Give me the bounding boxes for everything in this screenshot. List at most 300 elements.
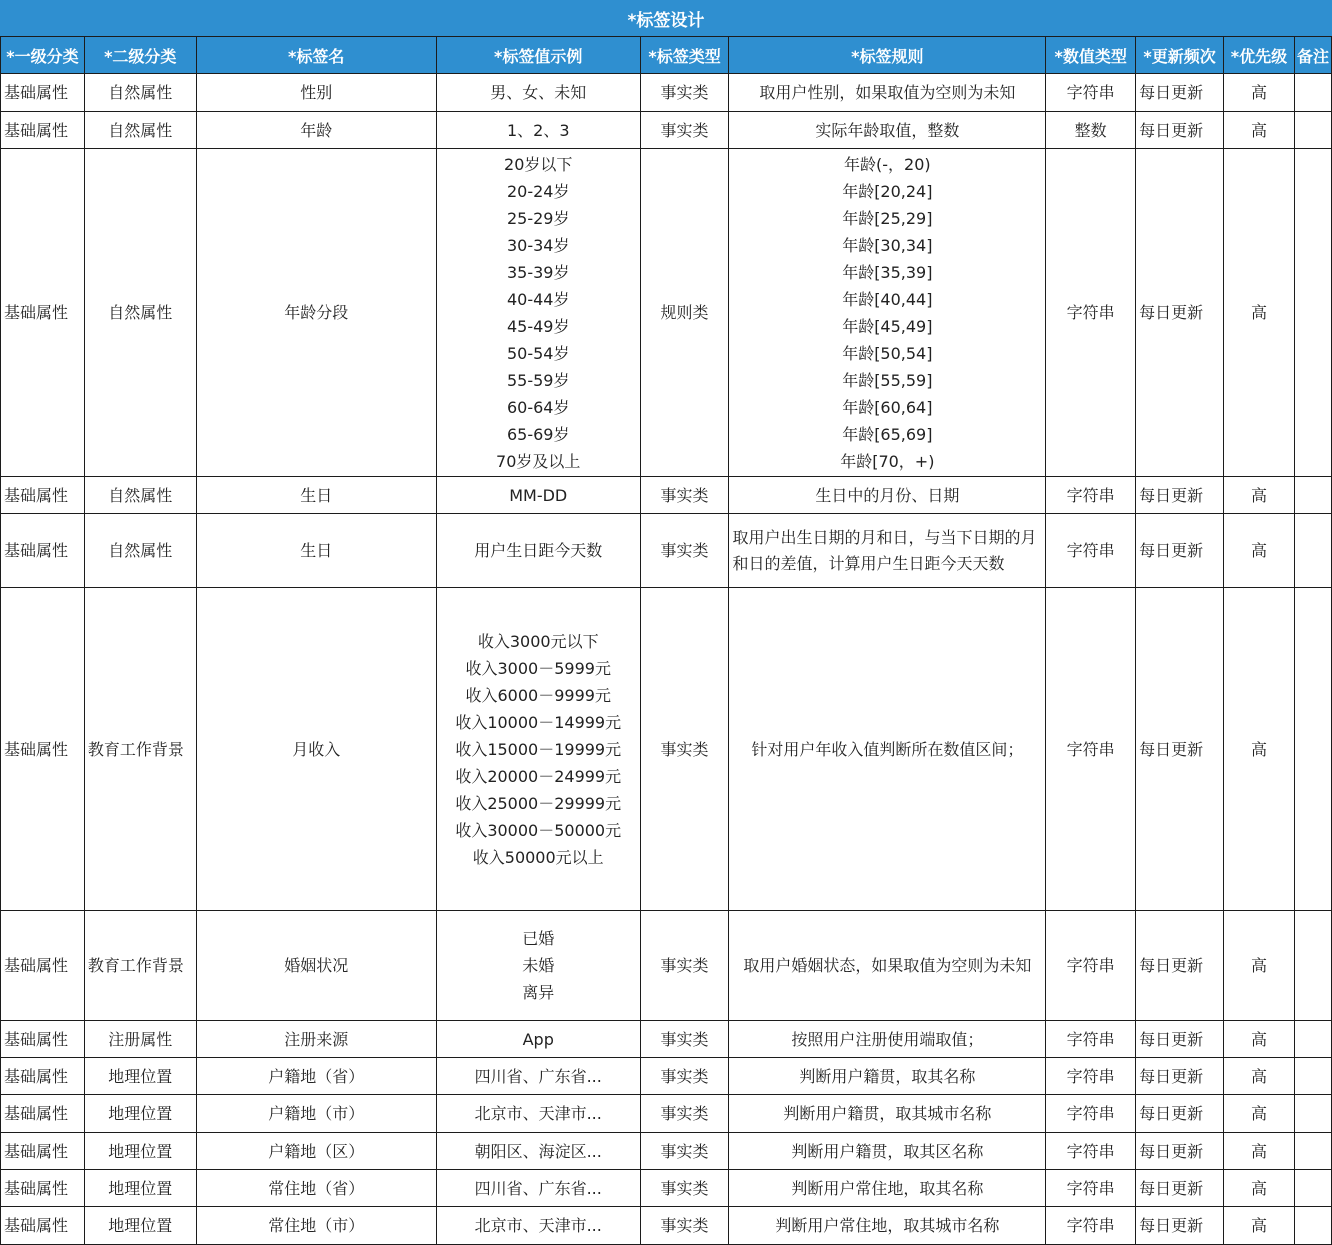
cell-level1-category[interactable]: [1, 1170, 85, 1207]
cell-text: 字符串: [1066, 739, 1115, 759]
cell-text: 每日更新: [1139, 485, 1204, 505]
cell-text: 每日更新: [1139, 739, 1204, 759]
cell-update-frequency[interactable]: [1136, 1207, 1224, 1245]
cell-data-type[interactable]: [1046, 1170, 1136, 1207]
cell-text: 事实类: [660, 541, 709, 560]
cell-tag-name[interactable]: [196, 74, 436, 112]
cell-text: 事实类: [660, 485, 709, 505]
cell-text: 常住地（省）: [268, 1178, 365, 1198]
cell-text: 高: [1250, 956, 1267, 975]
cell-text: 事实类: [660, 956, 709, 975]
cell-text: 基础属性: [4, 83, 69, 102]
rule-text: 判断用户籍贯，取其区名称: [791, 1141, 984, 1161]
example-value: 男、女、未知: [490, 83, 587, 102]
table-row: [1, 112, 1332, 149]
cell-tag-rule[interactable]: [729, 1207, 1046, 1245]
cell-text: 字符串: [1066, 485, 1115, 505]
cell-update-frequency[interactable]: [1136, 74, 1224, 112]
header-tag-rule[interactable]: *标签规则: [729, 37, 1046, 74]
example-value: 离异: [522, 983, 555, 1002]
cell-data-type[interactable]: [1046, 74, 1136, 112]
cell-text: 字符串: [1066, 1141, 1115, 1161]
header-priority[interactable]: *优先级: [1224, 37, 1295, 74]
cell-level1-category[interactable]: [1, 1021, 85, 1058]
cell-text: 事实类: [660, 1029, 709, 1049]
example-value: 已婚: [522, 929, 555, 948]
sheet-title[interactable]: *标签设计: [0, 0, 1332, 36]
cell-level2-category[interactable]: [84, 1170, 196, 1207]
cell-level2-category[interactable]: [84, 477, 196, 514]
rule-text: 生日中的月份、日期: [815, 485, 960, 505]
cell-data-type[interactable]: [1046, 149, 1136, 477]
cell-level2-category[interactable]: [84, 1133, 196, 1170]
rule-text: 年龄(-，20): [844, 154, 931, 174]
cell-text: 事实类: [660, 83, 709, 102]
table-row: [1, 1095, 1332, 1133]
cell-level2-category[interactable]: [84, 149, 196, 477]
example-value: 收入3000－5999元: [465, 658, 611, 678]
cell-text: 字符串: [1066, 1029, 1115, 1049]
example-value: 70岁及以上: [496, 451, 581, 471]
cell-level2-category[interactable]: [84, 1021, 196, 1058]
header-level1-category[interactable]: *一级分类: [1, 37, 85, 74]
cell-text: 字符串: [1066, 956, 1115, 975]
rule-text: 针对用户年收入值判断所在数值区间；: [751, 739, 1024, 759]
cell-notes[interactable]: [1294, 1133, 1331, 1170]
cell-text: 基础属性: [4, 120, 69, 140]
example-value: MM-DD: [509, 485, 568, 505]
rule-text: 年龄[70，+): [840, 451, 935, 471]
cell-tag-value-examples[interactable]: [436, 588, 640, 911]
cell-text: 每日更新: [1139, 1216, 1204, 1235]
cell-priority[interactable]: [1224, 477, 1295, 514]
rule-text: 年龄[20,24]: [842, 181, 933, 201]
cell-text: 教育工作背景: [87, 739, 184, 759]
cell-level1-category[interactable]: [1, 149, 85, 477]
cell-level1-category[interactable]: [1, 1095, 85, 1133]
cell-notes[interactable]: [1294, 588, 1331, 911]
cell-text: 教育工作背景: [87, 956, 184, 975]
cell-text: 每日更新: [1139, 541, 1204, 560]
cell-notes[interactable]: [1294, 1095, 1331, 1133]
table-row: [1, 74, 1332, 112]
cell-tag-value-examples[interactable]: [436, 112, 640, 149]
cell-text: 字符串: [1066, 83, 1115, 102]
cell-text: 事实类: [660, 1178, 709, 1198]
cell-text: 事实类: [660, 1066, 709, 1086]
example-value: 收入20000－24999元: [455, 766, 622, 786]
cell-tag-type[interactable]: [640, 911, 729, 1021]
table-row: [1, 1021, 1332, 1058]
example-value: 35-39岁: [506, 262, 570, 282]
cell-tag-rule[interactable]: [729, 1170, 1046, 1207]
cell-text: 高: [1250, 303, 1267, 322]
cell-text: 每日更新: [1139, 1066, 1204, 1086]
cell-tag-name[interactable]: [196, 1021, 436, 1058]
cell-data-type[interactable]: [1046, 1207, 1136, 1245]
cell-tag-rule[interactable]: [729, 588, 1046, 911]
cell-notes[interactable]: [1294, 911, 1331, 1021]
cell-tag-value-examples[interactable]: [436, 1021, 640, 1058]
cell-update-frequency[interactable]: [1136, 1058, 1224, 1095]
cell-notes[interactable]: [1294, 1207, 1331, 1245]
cell-text: 字符串: [1066, 303, 1115, 322]
cell-level1-category[interactable]: [1, 911, 85, 1021]
cell-tag-rule[interactable]: [729, 74, 1046, 112]
cell-update-frequency[interactable]: [1136, 1095, 1224, 1133]
cell-text: 字符串: [1066, 1066, 1115, 1086]
example-value: 收入25000－29999元: [455, 793, 622, 813]
cell-tag-value-examples[interactable]: [436, 1095, 640, 1133]
cell-text: 地理位置: [108, 1141, 173, 1161]
cell-tag-name[interactable]: [196, 1133, 436, 1170]
cell-update-frequency[interactable]: [1136, 149, 1224, 477]
cell-tag-type[interactable]: [640, 1170, 729, 1207]
table-row: [1, 149, 1332, 477]
cell-text: 地理位置: [108, 1066, 173, 1086]
cell-level1-category[interactable]: [1, 1058, 85, 1095]
cell-priority[interactable]: [1224, 1021, 1295, 1058]
cell-tag-type[interactable]: [640, 588, 729, 911]
rule-text: 年龄[30,34]: [842, 235, 933, 255]
cell-text: 注册来源: [284, 1029, 349, 1049]
rule-text: 年龄[55,59]: [842, 370, 933, 390]
rule-text: 取用户性别，如果取值为空则为未知: [759, 83, 1016, 102]
cell-notes[interactable]: [1294, 74, 1331, 112]
cell-priority[interactable]: [1224, 911, 1295, 1021]
cell-tag-type[interactable]: [640, 1021, 729, 1058]
cell-update-frequency[interactable]: [1136, 1133, 1224, 1170]
cell-tag-value-examples[interactable]: [436, 911, 640, 1021]
rule-text: 取用户出生日期的月和日，与当下日期的月和日的差值，计算用户生日距今天天数: [732, 527, 1037, 573]
cell-tag-name[interactable]: [196, 1170, 436, 1207]
cell-tag-rule[interactable]: [729, 1021, 1046, 1058]
table-row: [1, 588, 1332, 911]
table-row: [1, 911, 1332, 1021]
cell-text: 地理位置: [108, 1178, 173, 1198]
example-value: 55-59岁: [506, 370, 570, 390]
cell-text: 事实类: [660, 1216, 709, 1235]
cell-text: 高: [1250, 1104, 1267, 1123]
cell-text: 基础属性: [4, 739, 69, 759]
example-value: 四川省、广东省...: [474, 1066, 602, 1086]
cell-tag-name[interactable]: [196, 588, 436, 911]
cell-text: 年龄分段: [284, 303, 349, 322]
cell-tag-rule[interactable]: [729, 112, 1046, 149]
cell-priority[interactable]: [1224, 1095, 1295, 1133]
cell-text: 基础属性: [4, 1066, 69, 1086]
cell-tag-type[interactable]: [640, 149, 729, 477]
example-value: 北京市、天津市...: [474, 1216, 602, 1235]
header-tag-type[interactable]: *标签类型: [640, 37, 729, 74]
example-value: 25-29岁: [506, 208, 570, 228]
cell-text: 基础属性: [4, 303, 69, 322]
cell-data-type[interactable]: [1046, 1095, 1136, 1133]
cell-level1-category[interactable]: [1, 112, 85, 149]
cell-text: 基础属性: [4, 956, 69, 975]
cell-update-frequency[interactable]: [1136, 514, 1224, 588]
cell-tag-type[interactable]: [640, 1058, 729, 1095]
cell-level1-category[interactable]: [1, 514, 85, 588]
cell-tag-name[interactable]: [196, 1207, 436, 1245]
cell-priority[interactable]: [1224, 1133, 1295, 1170]
cell-tag-type[interactable]: [640, 1133, 729, 1170]
cell-text: 字符串: [1066, 1104, 1115, 1123]
tag-design-table: [0, 36, 1332, 1245]
cell-level2-category[interactable]: [84, 911, 196, 1021]
cell-priority[interactable]: [1224, 112, 1295, 149]
rule-text: 取用户婚姻状态，如果取值为空则为未知: [743, 956, 1032, 975]
cell-text: 每日更新: [1139, 120, 1204, 140]
cell-data-type[interactable]: [1046, 1133, 1136, 1170]
cell-text: 地理位置: [108, 1104, 173, 1123]
cell-tag-value-examples[interactable]: [436, 74, 640, 112]
rule-text: 判断用户常住地，取其城市名称: [775, 1216, 1000, 1235]
cell-text: 每日更新: [1139, 1029, 1204, 1049]
example-value: 60-64岁: [506, 397, 570, 417]
rule-text: 按照用户注册使用端取值；: [791, 1029, 984, 1049]
cell-update-frequency[interactable]: [1136, 112, 1224, 149]
cell-data-type[interactable]: [1046, 1021, 1136, 1058]
cell-notes[interactable]: [1294, 1021, 1331, 1058]
cell-level2-category[interactable]: [84, 1207, 196, 1245]
rule-text: 年龄[45,49]: [842, 316, 933, 336]
cell-text: 每日更新: [1139, 83, 1204, 102]
rule-text: 年龄[40,44]: [842, 289, 933, 309]
cell-tag-type[interactable]: [640, 1095, 729, 1133]
cell-text: 事实类: [660, 1104, 709, 1123]
example-value: 65-69岁: [506, 424, 570, 444]
cell-text: 性别: [300, 83, 333, 102]
cell-text: 每日更新: [1139, 1178, 1204, 1198]
cell-tag-name[interactable]: [196, 477, 436, 514]
header-tag-name[interactable]: *标签名: [196, 37, 436, 74]
rule-text: 年龄[50,54]: [842, 343, 933, 363]
cell-tag-value-examples[interactable]: [436, 514, 640, 588]
cell-priority[interactable]: [1224, 1170, 1295, 1207]
cell-tag-type[interactable]: [640, 514, 729, 588]
cell-tag-value-examples[interactable]: [436, 1170, 640, 1207]
cell-text: 事实类: [660, 120, 709, 140]
cell-level1-category[interactable]: [1, 1207, 85, 1245]
cell-text: 整数: [1074, 120, 1107, 140]
cell-text: 基础属性: [4, 1141, 69, 1161]
table-row: [1, 514, 1332, 588]
example-value: 收入30000－50000元: [455, 820, 622, 840]
cell-text: 户籍地（省）: [268, 1066, 365, 1086]
cell-text: 字符串: [1066, 1178, 1115, 1198]
rule-text: 判断用户籍贯，取其名称: [799, 1066, 976, 1086]
cell-level2-category[interactable]: [84, 514, 196, 588]
example-value: 20-24岁: [506, 181, 570, 201]
cell-update-frequency[interactable]: [1136, 588, 1224, 911]
cell-level2-category[interactable]: [84, 1058, 196, 1095]
cell-notes[interactable]: [1294, 112, 1331, 149]
cell-data-type[interactable]: [1046, 588, 1136, 911]
cell-text: 生日: [300, 541, 333, 560]
cell-text: 高: [1250, 485, 1267, 505]
table-row: [1, 1207, 1332, 1245]
cell-text: 婚姻状况: [284, 956, 349, 975]
cell-text: 高: [1250, 1216, 1267, 1235]
cell-text: 高: [1250, 1066, 1267, 1086]
cell-text: 高: [1250, 1178, 1267, 1198]
example-value: 20岁以下: [504, 154, 573, 174]
cell-text: 字符串: [1066, 1216, 1115, 1235]
cell-tag-rule[interactable]: [729, 1095, 1046, 1133]
cell-text: 基础属性: [4, 541, 69, 560]
cell-text: 基础属性: [4, 1178, 69, 1198]
cell-text: 生日: [300, 485, 333, 505]
cell-text: 户籍地（市）: [268, 1104, 365, 1123]
cell-text: 自然属性: [108, 83, 173, 102]
cell-text: 自然属性: [108, 541, 173, 560]
cell-text: 每日更新: [1139, 303, 1204, 322]
table-row: [1, 1058, 1332, 1095]
example-value: 用户生日距今天数: [474, 541, 603, 560]
cell-text: 户籍地（区）: [268, 1141, 365, 1161]
cell-priority[interactable]: [1224, 588, 1295, 911]
cell-level1-category[interactable]: [1, 74, 85, 112]
table-row: [1, 1133, 1332, 1170]
header-update-frequency[interactable]: *更新频次: [1136, 37, 1224, 74]
cell-tag-rule[interactable]: [729, 1133, 1046, 1170]
cell-level2-category[interactable]: [84, 112, 196, 149]
rule-text: 年龄[65,69]: [842, 424, 933, 444]
rule-text: 年龄[25,29]: [842, 208, 933, 228]
header-notes[interactable]: 备注: [1294, 37, 1331, 74]
cell-notes[interactable]: [1294, 1170, 1331, 1207]
example-value: 1、2、3: [506, 120, 570, 140]
cell-text: 自然属性: [108, 303, 173, 322]
cell-text: 规则类: [660, 303, 709, 322]
cell-notes[interactable]: [1294, 514, 1331, 588]
header-data-type[interactable]: *数值类型: [1046, 37, 1136, 74]
cell-text: 基础属性: [4, 1104, 69, 1123]
cell-tag-value-examples[interactable]: [436, 149, 640, 477]
cell-notes[interactable]: [1294, 477, 1331, 514]
header-tag-value-examples[interactable]: *标签值示例: [436, 37, 640, 74]
cell-text: 月收入: [292, 739, 341, 759]
rule-text: 判断用户籍贯，取其城市名称: [783, 1104, 992, 1123]
cell-tag-name[interactable]: [196, 1058, 436, 1095]
example-value: 收入10000－14999元: [455, 712, 622, 732]
cell-text: 基础属性: [4, 1029, 69, 1049]
cell-priority[interactable]: [1224, 514, 1295, 588]
cell-tag-rule[interactable]: [729, 911, 1046, 1021]
cell-text: 注册属性: [108, 1029, 173, 1049]
cell-text: 基础属性: [4, 1216, 69, 1235]
cell-priority[interactable]: [1224, 149, 1295, 477]
cell-text: 每日更新: [1139, 956, 1204, 975]
example-value: 收入3000元以下: [477, 631, 599, 651]
example-value: 未婚: [522, 956, 555, 975]
cell-tag-rule[interactable]: [729, 1058, 1046, 1095]
header-row: [1, 37, 1332, 74]
cell-tag-value-examples[interactable]: [436, 1058, 640, 1095]
cell-level2-category[interactable]: [84, 74, 196, 112]
cell-update-frequency[interactable]: [1136, 1170, 1224, 1207]
cell-tag-type[interactable]: [640, 477, 729, 514]
cell-tag-name[interactable]: [196, 149, 436, 477]
cell-tag-name[interactable]: [196, 514, 436, 588]
cell-update-frequency[interactable]: [1136, 911, 1224, 1021]
example-value: 30-34岁: [506, 235, 570, 255]
cell-tag-value-examples[interactable]: [436, 1133, 640, 1170]
table-row: [1, 477, 1332, 514]
cell-level1-category[interactable]: [1, 588, 85, 911]
example-value: 50-54岁: [506, 343, 570, 363]
cell-tag-value-examples[interactable]: [436, 1207, 640, 1245]
example-value: 收入6000－9999元: [465, 685, 611, 705]
cell-update-frequency[interactable]: [1136, 1021, 1224, 1058]
cell-text: 事实类: [660, 739, 709, 759]
cell-tag-rule[interactable]: [729, 514, 1046, 588]
example-value: 40-44岁: [506, 289, 570, 309]
example-value: App: [522, 1029, 554, 1049]
cell-level1-category[interactable]: [1, 477, 85, 514]
cell-level2-category[interactable]: [84, 1095, 196, 1133]
example-value: 45-49岁: [506, 316, 570, 336]
cell-tag-name[interactable]: [196, 911, 436, 1021]
cell-text: 字符串: [1066, 541, 1115, 560]
cell-notes[interactable]: [1294, 149, 1331, 477]
header-level2-category[interactable]: *二级分类: [84, 37, 196, 74]
cell-text: 基础属性: [4, 485, 69, 505]
cell-text: 年龄: [300, 120, 333, 140]
cell-tag-type[interactable]: [640, 74, 729, 112]
example-value: 收入50000元以上: [472, 847, 604, 867]
cell-tag-rule[interactable]: [729, 149, 1046, 477]
cell-text: 地理位置: [108, 1216, 173, 1235]
cell-tag-name[interactable]: [196, 112, 436, 149]
cell-notes[interactable]: [1294, 1058, 1331, 1095]
cell-tag-rule[interactable]: [729, 477, 1046, 514]
table-row: [1, 1170, 1332, 1207]
cell-text: 常住地（市）: [268, 1216, 365, 1235]
cell-priority[interactable]: [1224, 74, 1295, 112]
cell-data-type[interactable]: [1046, 112, 1136, 149]
cell-priority[interactable]: [1224, 1058, 1295, 1095]
rule-text: 实际年龄取值，整数: [815, 120, 960, 140]
cell-text: 高: [1250, 1141, 1267, 1161]
rule-text: 年龄[60,64]: [842, 397, 933, 417]
rule-text: 判断用户常住地，取其名称: [791, 1178, 984, 1198]
example-value: 北京市、天津市...: [474, 1104, 602, 1123]
cell-text: 每日更新: [1139, 1104, 1204, 1123]
cell-data-type[interactable]: [1046, 1058, 1136, 1095]
cell-data-type[interactable]: [1046, 911, 1136, 1021]
example-value: 收入15000－19999元: [455, 739, 622, 759]
cell-text: 事实类: [660, 1141, 709, 1161]
cell-text: 高: [1250, 1029, 1267, 1049]
cell-text: 高: [1250, 541, 1267, 560]
cell-text: 每日更新: [1139, 1141, 1204, 1161]
cell-text: 高: [1250, 120, 1267, 140]
cell-data-type[interactable]: [1046, 514, 1136, 588]
cell-priority[interactable]: [1224, 1207, 1295, 1245]
cell-tag-name[interactable]: [196, 1095, 436, 1133]
example-value: 朝阳区、海淀区...: [474, 1141, 602, 1161]
rule-text: 年龄[35,39]: [842, 262, 933, 282]
cell-level1-category[interactable]: [1, 1133, 85, 1170]
cell-update-frequency[interactable]: [1136, 477, 1224, 514]
cell-tag-value-examples[interactable]: [436, 477, 640, 514]
cell-level2-category[interactable]: [84, 588, 196, 911]
cell-tag-type[interactable]: [640, 1207, 729, 1245]
cell-tag-type[interactable]: [640, 112, 729, 149]
cell-data-type[interactable]: [1046, 477, 1136, 514]
